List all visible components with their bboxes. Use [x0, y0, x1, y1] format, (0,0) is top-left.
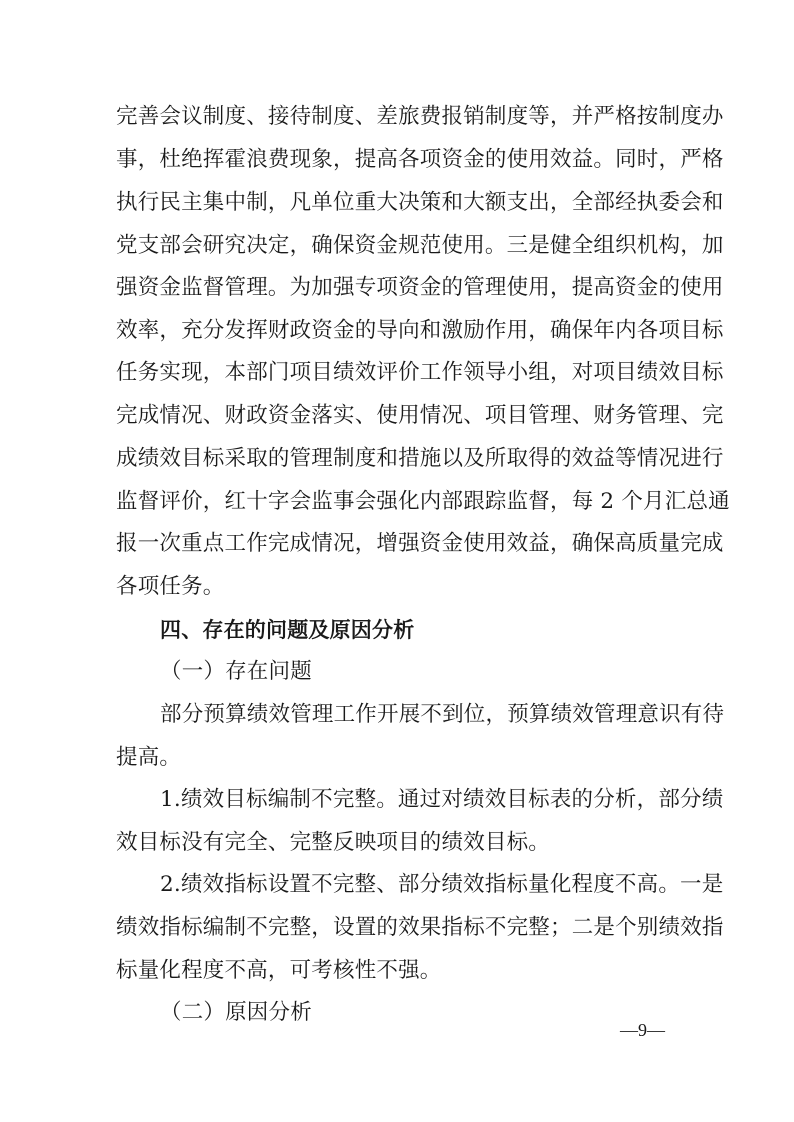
body-line: 监督评价，红十字会监事会强化内部跟踪监督，每 2 个月汇总通	[116, 489, 730, 514]
list-item-line: 绩效指标编制不完整，设置的效果指标不完整；二是个别绩效指	[116, 915, 724, 940]
body-line: 部分预算绩效管理工作开展不到位，预算绩效管理意识有待	[160, 702, 725, 727]
list-item-line: 标量化程度不高，可考核性不强。	[116, 958, 442, 983]
body-line: 执行民主集中制，凡单位重大决策和大额支出，全部经执委会和	[116, 190, 724, 215]
subsection-heading: （一）存在问题	[160, 659, 312, 684]
body-line: 强资金监督管理。为加强专项资金的管理使用，提高资金的使用	[116, 275, 724, 300]
body-line: 效率，充分发挥财政资金的导向和激励作用，确保年内各项目标	[116, 318, 724, 343]
body-line: 提高。	[116, 745, 182, 770]
body-line: 完成情况、财政资金落实、使用情况、项目管理、财务管理、完	[116, 403, 724, 428]
body-line: 各项任务。	[116, 574, 225, 599]
subsection-heading: （二）原因分析	[160, 1000, 312, 1025]
body-line: 完善会议制度、接待制度、差旅费报销制度等，并严格按制度办	[116, 104, 724, 129]
list-item-line: 2.绩效指标设置不完整、部分绩效指标量化程度不高。一是	[160, 872, 724, 897]
body-line: 报一次重点工作完成情况，增强资金使用效益，确保高质量完成	[116, 531, 724, 556]
section-heading: 四、存在的问题及原因分析	[160, 618, 415, 642]
list-item-line: 效目标没有完全、完整反映项目的绩效目标。	[116, 830, 551, 855]
body-line: 任务实现，本部门项目绩效评价工作领导小组，对项目绩效目标	[116, 360, 724, 385]
body-line: 成绩效目标采取的管理制度和措施以及所取得的效益等情况进行	[116, 446, 724, 471]
list-item-line: 1.绩效目标编制不完整。通过对绩效目标表的分析，部分绩	[160, 787, 724, 812]
page-number: —9—	[620, 1020, 665, 1040]
body-line: 党支部会研究决定，确保资金规范使用。三是健全组织机构，加	[116, 233, 724, 258]
body-line: 事，杜绝挥霍浪费现象，提高各项资金的使用效益。同时，严格	[116, 147, 724, 172]
